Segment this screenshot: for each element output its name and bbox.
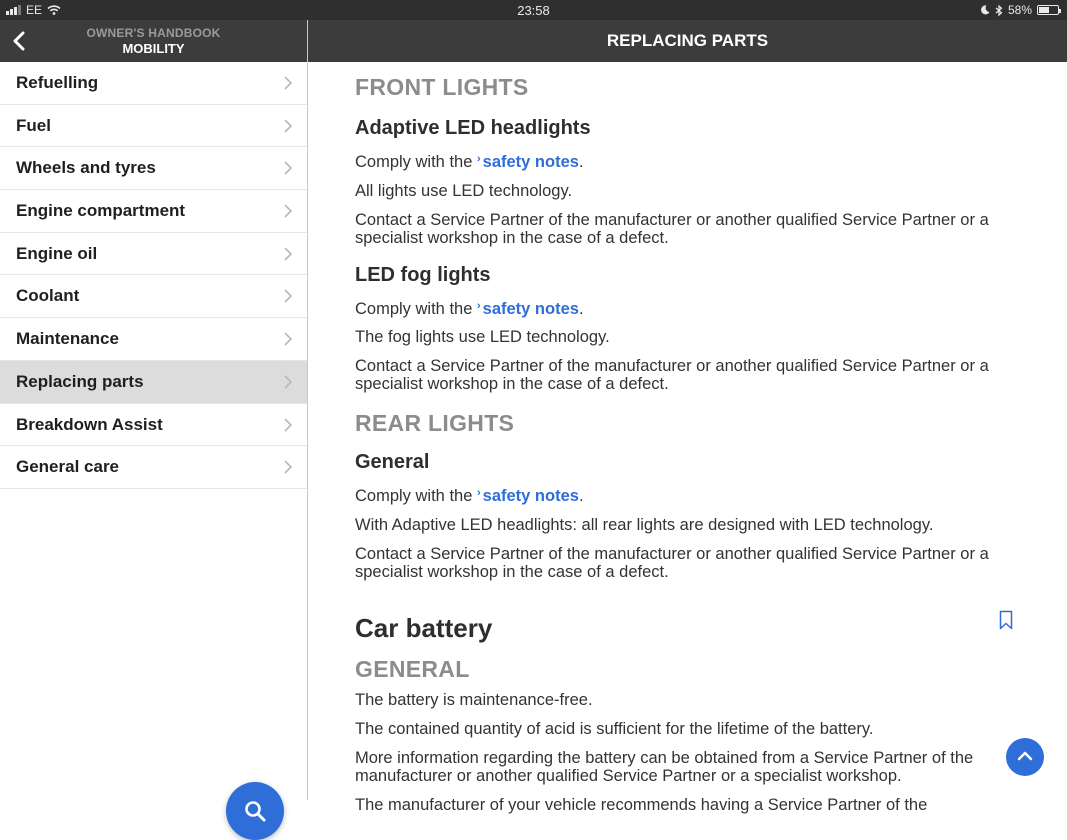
comply-prefix: Comply with the [355,300,477,318]
page-title: REPLACING PARTS [308,20,1067,62]
sidebar-list [0,62,307,489]
chevron-right-icon [283,374,293,390]
comply-prefix: Comply with the [355,487,477,505]
adaptive-p1: All lights use LED technology. [355,182,573,200]
battery-icon [1037,5,1059,15]
comply-suffix: . [578,153,584,171]
sidebar-item-wheels-and-tyres[interactable] [0,147,307,190]
carrier-label: EE [26,3,43,17]
sidebar-item-label: Replacing parts [16,371,144,391]
fog-lights-title: LED fog lights [355,264,491,286]
search-button[interactable] [226,782,284,840]
car-battery-title: Car battery [355,613,493,643]
battery-p4: The manufacturer of your vehicle recommends having a Service Partner of the [355,796,928,814]
fog-comply-line [355,297,1015,318]
safety-notes-link-label: safety notes [482,300,579,318]
chevron-right-icon [283,331,293,347]
chevron-right-icon [283,118,293,134]
comply-suffix: . [578,300,584,318]
handbook-subtitle: OWNER'S HANDBOOK [86,26,221,40]
comply-prefix: Comply with the [355,153,477,171]
adaptive-p2: Contact a Service Partner of the manufacturer or another qualified Service Partner or a specialist workshop in the case of a defect. [355,211,989,247]
safety-notes-link-label: safety notes [482,487,579,505]
clock: 23:58 [517,3,550,18]
chevron-right-icon [283,417,293,433]
chevron-up-icon [1017,750,1033,762]
sidebar-item-label: Refuelling [16,73,99,92]
chevron-right-icon [283,459,293,475]
sidebar-item-label: Wheels and tyres [16,158,156,178]
fog-p2: Contact a Service Partner of the manufacturer or another qualified Service Partner or a specialist workshop in the case of a defect. [355,357,989,393]
battery-p1: The battery is maintenance-free. [355,691,593,709]
sidebar-item-label: Maintenance [16,329,119,349]
rear-lights-heading: REAR LIGHTS [355,410,515,436]
safety-notes-link[interactable]: › safety notes [476,487,579,505]
battery-p3: More information regarding the battery can be obtained from a Service Partner of the manufacturer or another qualified Service Partner or a specialist workshop. [355,749,974,785]
sidebar-item-label: Coolant [16,286,80,306]
fog-p1: The fog lights use LED technology. [355,328,610,346]
scroll-top-button[interactable] [1006,738,1044,776]
bluetooth-icon [995,5,1003,16]
sidebar [0,62,307,800]
bookmark-icon[interactable] [999,610,1013,630]
rear-general-title: General [355,451,430,473]
sidebar-item-fuel[interactable] [0,105,307,148]
content-pane[interactable] [308,62,1067,814]
sidebar-item-coolant[interactable] [0,275,307,318]
safety-notes-link[interactable]: › safety notes [476,300,579,318]
battery-general-heading: GENERAL [355,656,470,682]
chevron-right-icon [283,160,293,176]
sidebar-item-label: General care [16,457,120,477]
sidebar-item-general-care[interactable] [0,446,307,489]
sidebar-item-replacing-parts[interactable] [0,361,307,404]
sidebar-item-breakdown-assist[interactable] [0,404,307,447]
search-icon [243,799,267,823]
chevron-right-icon [283,75,293,91]
chevron-right-icon [283,288,293,304]
sidebar-item-label: Engine oil [16,243,98,263]
sidebar-item-engine-compartment[interactable] [0,190,307,233]
sidebar-item-label: Engine compartment [16,201,186,221]
sidebar-item-label: Fuel [16,115,51,135]
sidebar-header [0,20,307,62]
safety-notes-link[interactable]: › safety notes [476,153,579,171]
adaptive-comply-line [355,150,1015,171]
status-bar [0,0,1067,20]
sidebar-titles [0,26,307,56]
comply-suffix: . [578,487,584,505]
content-body [355,74,1015,814]
rear-p2: Contact a Service Partner of the manufacturer or another qualified Service Partner or a specialist workshop in the case of a defect. [355,545,989,581]
moon-icon [980,5,990,15]
safety-notes-link-label: safety notes [482,153,579,171]
battery-p2: The contained quantity of acid is sufficient for the lifetime of the battery. [355,720,874,738]
battery-percent: 58% [1007,3,1032,17]
chevron-right-icon [283,203,293,219]
rear-comply-line [355,484,1015,505]
rear-p1: With Adaptive LED headlights: all rear lights are designed with LED technology. [355,516,934,534]
section-title: MOBILITY [122,41,185,56]
sidebar-item-maintenance[interactable] [0,318,307,361]
status-right [980,3,1059,17]
sidebar-item-refuelling[interactable] [0,62,307,105]
sidebar-item-label: Breakdown Assist [16,414,163,434]
chevron-right-icon [283,246,293,262]
front-lights-heading: FRONT LIGHTS [355,74,529,100]
adaptive-led-title: Adaptive LED headlights [355,117,591,139]
sidebar-item-engine-oil[interactable] [0,233,307,276]
